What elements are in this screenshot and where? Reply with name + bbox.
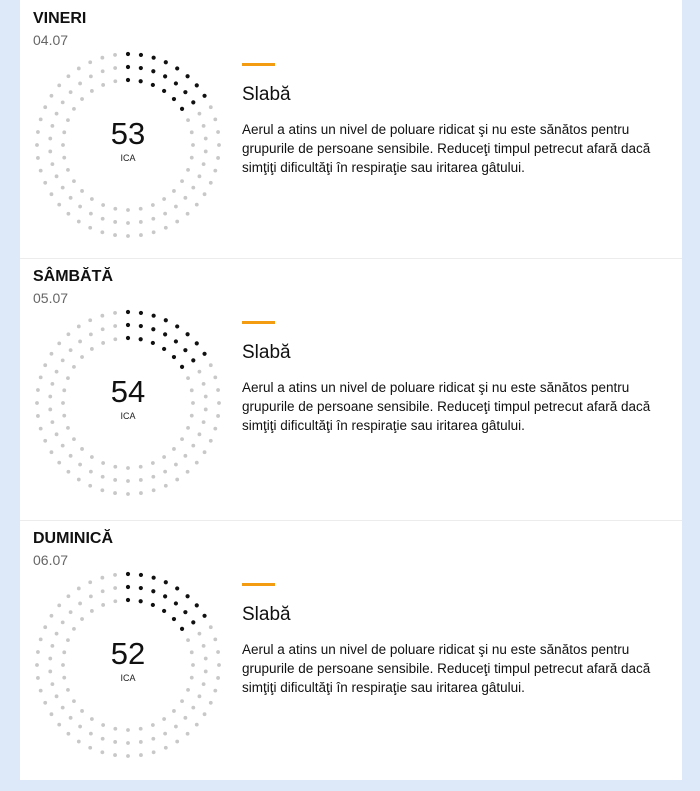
gauge-dot-inactive (186, 688, 190, 692)
gauge-dot-inactive (72, 179, 76, 183)
gauge-dot-inactive (203, 192, 207, 196)
gauge-dot-active (164, 318, 168, 322)
gauge-dot-inactive (77, 220, 81, 224)
level-accent-bar (242, 583, 275, 586)
gauge-dot-inactive (151, 217, 155, 221)
gauge-dot-inactive (113, 599, 117, 603)
gauge-dot-inactive (139, 478, 143, 482)
gauge-dot-inactive (174, 205, 178, 209)
gauge-dot-active (191, 358, 195, 362)
gauge-dot-active (126, 336, 130, 340)
air-quality-description: Aerul a atins un nivel de poluare ridicat şi nu este sănătos pentru grupurile de persoane sensibile. Reduceţi timpul petrecut afară dacă simţiţi dificultăţi în respiraţie sau iritarea gâtului. (242, 642, 651, 695)
gauge-dot-inactive (67, 74, 71, 78)
gauge-dot-inactive (72, 365, 76, 369)
gauge-dot-inactive (198, 370, 202, 374)
gauge-dot-inactive (101, 461, 105, 465)
gauge-dot-inactive (57, 203, 61, 207)
gauge-dot-inactive (139, 740, 143, 744)
gauge-dot-active (126, 598, 130, 602)
gauge-dot-inactive (67, 594, 71, 598)
gauge-dot-inactive (100, 56, 104, 60)
gauge-dot-inactive (186, 212, 190, 216)
gauge-dot-inactive (90, 197, 94, 201)
gauge-dot-inactive (163, 212, 167, 216)
gauge-dot-active (139, 337, 143, 341)
gauge-dot-inactive (126, 466, 130, 470)
gauge-dot-inactive (101, 589, 105, 593)
gauge-dot-active (151, 327, 155, 331)
gauge-dot-inactive (57, 84, 61, 88)
gauge-dot-inactive (77, 478, 81, 482)
gauge-dot-inactive (57, 723, 61, 727)
gauge-dot-inactive (139, 465, 143, 469)
gauge-dot-inactive (50, 614, 54, 618)
gauge-dot-inactive (61, 620, 65, 624)
gauge-dot-inactive (43, 363, 47, 367)
gauge-dot-inactive (126, 208, 130, 212)
gauge-dot-inactive (152, 750, 156, 754)
gauge-dot-active (185, 332, 189, 336)
gauge-dot-inactive (126, 492, 130, 496)
gauge-dot-inactive (172, 709, 176, 713)
gauge-dot-active (162, 89, 166, 93)
gauge-dot-inactive (90, 347, 94, 351)
gauge-dot-inactive (164, 226, 168, 230)
gauge-dot-inactive (162, 717, 166, 721)
gauge-dot-inactive (195, 203, 199, 207)
gauge-dot-inactive (55, 370, 59, 374)
gauge-dot-inactive (55, 694, 59, 698)
gauge-dot-inactive (100, 314, 104, 318)
gauge-dot-inactive (113, 465, 117, 469)
gauge-dot-active (185, 74, 189, 78)
gauge-dot-inactive (69, 196, 73, 200)
gauge-dot-inactive (126, 754, 130, 758)
gauge-dot-active (162, 609, 166, 613)
gauge-dot-active (202, 94, 206, 98)
gauge-dot-inactive (80, 617, 84, 621)
gauge-dot-inactive (90, 717, 94, 721)
gauge-dot-inactive (88, 746, 92, 750)
air-quality-level: Slabă (242, 604, 291, 625)
gauge-dot-active (139, 53, 143, 57)
gauge-dot-inactive (72, 107, 76, 111)
gauge-dot-inactive (89, 732, 93, 736)
gauge-dot-inactive (90, 609, 94, 613)
gauge-dot-active (163, 594, 167, 598)
gauge-dot-inactive (198, 174, 202, 178)
gauge-dot-active (185, 594, 189, 598)
air-quality-level: Slabă (242, 84, 291, 105)
gauge-dot-active (126, 572, 130, 576)
gauge-dot-inactive (151, 737, 155, 741)
gauge-dot-inactive (77, 740, 81, 744)
gauge-dot-inactive (186, 470, 190, 474)
gauge-dot-active (172, 97, 176, 101)
gauge-dot-inactive (174, 463, 178, 467)
gauge-dot-inactive (66, 168, 70, 172)
gauge-dot-inactive (162, 197, 166, 201)
gauge-dot-active (183, 610, 187, 614)
gauge-dot-inactive (88, 580, 92, 584)
gauge-dot-inactive (139, 220, 143, 224)
gauge-dot-inactive (55, 632, 59, 636)
gauge-dot-inactive (180, 179, 184, 183)
gauge-dot-inactive (113, 324, 117, 328)
air-quality-description: Aerul a atins un nivel de poluare ridicat şi nu este sănătos pentru grupurile de persoane sensibile. Reduceţi timpul petrecut afară dacă simţiţi dificultăţi în respiraţie sau iritarea gâtului. (242, 380, 651, 433)
gauge-dot-inactive (66, 688, 70, 692)
level-accent-bar (242, 63, 275, 66)
gauge-dot-inactive (151, 461, 155, 465)
gauge-dot-active (180, 365, 184, 369)
gauge-dot-active (163, 74, 167, 78)
gauge-dot-active (139, 311, 143, 315)
gauge-dot-inactive (139, 207, 143, 211)
gauge-dot-inactive (43, 625, 47, 629)
gauge-dot-inactive (78, 463, 82, 467)
gauge-dot-active (139, 573, 143, 577)
gauge-dot-active (126, 65, 130, 69)
gauge-dot-inactive (100, 488, 104, 492)
gauge-dot-inactive (101, 723, 105, 727)
gauge-dot-inactive (151, 723, 155, 727)
gauge-dot-inactive (113, 491, 117, 495)
gauge-dot-inactive (50, 352, 54, 356)
aqi-value: 52 (110, 636, 146, 671)
gauge-dot-inactive (151, 203, 155, 207)
gauge-dot-inactive (203, 450, 207, 454)
gauge-dot-inactive (69, 90, 73, 94)
gauge-dot-active (175, 66, 179, 70)
gauge-dot-inactive (78, 82, 82, 86)
gauge-dot-inactive (175, 478, 179, 482)
forecast-day-card (20, 520, 682, 782)
gauge-dot-inactive (67, 332, 71, 336)
gauge-dot-inactive (186, 732, 190, 736)
aqi-gauge (32, 49, 224, 241)
gauge-dot-inactive (191, 444, 195, 448)
gauge-dot-inactive (39, 689, 43, 693)
gauge-dot-inactive (89, 75, 93, 79)
gauge-dot-inactive (55, 432, 59, 436)
gauge-dot-inactive (113, 573, 117, 577)
gauge-dot-active (191, 100, 195, 104)
gauge-dot-inactive (209, 439, 213, 443)
air-quality-description: Aerul a atins un nivel de poluare ridicat şi nu este sănătos pentru grupurile de persoane sensibile. Reduceţi timpul petrecut afară dacă simţiţi dificultăţi în respiraţie sau iritarea gâtului. (242, 122, 651, 175)
gauge-dot-inactive (186, 168, 190, 172)
gauge-dot-inactive (101, 603, 105, 607)
gauge-dot-inactive (43, 701, 47, 705)
gauge-dot-active (183, 90, 187, 94)
gauge-dot-inactive (195, 723, 199, 727)
gauge-dot-inactive (66, 426, 70, 430)
gauge-dot-inactive (113, 207, 117, 211)
gauge-dot-inactive (175, 220, 179, 224)
gauge-dot-active (172, 617, 176, 621)
gauge-dot-inactive (100, 750, 104, 754)
gauge-dot-inactive (213, 169, 217, 173)
gauge-dot-inactive (88, 226, 92, 230)
gauge-dot-active (172, 355, 176, 359)
gauge-dot-inactive (61, 186, 65, 190)
day-date: 05.07 (33, 290, 69, 306)
gauge-dot-active (191, 620, 195, 624)
gauge-dot-inactive (101, 203, 105, 207)
aqi-gauge (32, 569, 224, 761)
gauge-dot-inactive (77, 67, 81, 71)
gauge-dot-inactive (89, 595, 93, 599)
gauge-dot-inactive (183, 716, 187, 720)
gauge-dot-active (174, 601, 178, 605)
gauge-dot-inactive (61, 706, 65, 710)
gauge-dot-inactive (77, 325, 81, 329)
gauge-dot-inactive (50, 192, 54, 196)
gauge-dot-inactive (90, 455, 94, 459)
gauge-dot-inactive (209, 363, 213, 367)
gauge-dot-inactive (101, 737, 105, 741)
gauge-dot-inactive (67, 470, 71, 474)
gauge-dot-inactive (163, 732, 167, 736)
gauge-dot-inactive (67, 212, 71, 216)
gauge-dot-active (126, 323, 130, 327)
gauge-dot-inactive (90, 89, 94, 93)
gauge-dot-inactive (198, 432, 202, 436)
gauge-dot-active (202, 614, 206, 618)
gauge-dot-inactive (213, 427, 217, 431)
gauge-dot-inactive (198, 632, 202, 636)
gauge-dot-inactive (61, 444, 65, 448)
gauge-dot-inactive (89, 333, 93, 337)
gauge-dot-inactive (69, 716, 73, 720)
gauge-dot-active (139, 324, 143, 328)
air-quality-forecast-panel (20, 0, 682, 780)
gauge-dot-active (151, 603, 155, 607)
gauge-dot-inactive (50, 94, 54, 98)
gauge-dot-inactive (88, 318, 92, 322)
gauge-dot-inactive (126, 479, 130, 483)
gauge-dot-inactive (152, 230, 156, 234)
gauge-dot-active (163, 332, 167, 336)
gauge-dot-inactive (80, 447, 84, 451)
gauge-dot-inactive (113, 740, 117, 744)
gauge-dot-inactive (101, 83, 105, 87)
forecast-day-card (20, 258, 682, 520)
gauge-dot-inactive (113, 727, 117, 731)
gauge-dot-inactive (69, 454, 73, 458)
gauge-dot-active (139, 79, 143, 83)
gauge-dot-inactive (139, 727, 143, 731)
gauge-dot-active (174, 339, 178, 343)
gauge-dot-inactive (164, 484, 168, 488)
day-name: DUMINICĂ (33, 530, 113, 547)
gauge-dot-inactive (152, 488, 156, 492)
gauge-dot-inactive (151, 475, 155, 479)
gauge-dot-inactive (172, 189, 176, 193)
gauge-dot-active (151, 69, 155, 73)
gauge-dot-active (152, 576, 156, 580)
gauge-dot-inactive (209, 105, 213, 109)
gauge-dot-inactive (50, 450, 54, 454)
gauge-dot-inactive (198, 112, 202, 116)
gauge-dot-inactive (186, 426, 190, 430)
gauge-dot-active (126, 585, 130, 589)
gauge-dot-inactive (126, 234, 130, 238)
gauge-dot-inactive (101, 475, 105, 479)
gauge-dot-inactive (89, 212, 93, 216)
gauge-dot-inactive (113, 586, 117, 590)
aqi-value: 54 (110, 374, 146, 409)
aqi-unit-label: ICA (120, 153, 136, 163)
gauge-dot-inactive (139, 753, 143, 757)
gauge-dot-inactive (126, 221, 130, 225)
gauge-dot-inactive (88, 60, 92, 64)
gauge-dot-inactive (89, 470, 93, 474)
gauge-dot-active (195, 341, 199, 345)
gauge-dot-inactive (113, 478, 117, 482)
aqi-unit-label: ICA (120, 673, 136, 683)
gauge-dot-active (195, 83, 199, 87)
gauge-dot-active (151, 589, 155, 593)
gauge-dot-inactive (183, 196, 187, 200)
gauge-dot-inactive (162, 455, 166, 459)
gauge-dot-inactive (101, 327, 105, 331)
gauge-dot-inactive (139, 491, 143, 495)
gauge-dot-active (180, 107, 184, 111)
gauge-dot-inactive (139, 233, 143, 237)
gauge-dot-inactive (61, 358, 65, 362)
gauge-dot-inactive (163, 470, 167, 474)
gauge-dot-inactive (100, 576, 104, 580)
gauge-dot-inactive (72, 627, 76, 631)
gauge-dot-active (152, 56, 156, 60)
gauge-dot-active (183, 348, 187, 352)
gauge-dot-inactive (209, 181, 213, 185)
gauge-dot-inactive (175, 740, 179, 744)
gauge-dot-inactive (113, 753, 117, 757)
gauge-dot-inactive (100, 230, 104, 234)
gauge-dot-inactive (80, 709, 84, 713)
gauge-dot-inactive (78, 205, 82, 209)
gauge-dot-inactive (80, 355, 84, 359)
gauge-dot-active (175, 586, 179, 590)
aqi-unit-label: ICA (120, 411, 136, 421)
gauge-dot-inactive (72, 699, 76, 703)
gauge-dot-inactive (55, 174, 59, 178)
gauge-dot-inactive (180, 699, 184, 703)
gauge-dot-inactive (43, 105, 47, 109)
gauge-dot-inactive (209, 625, 213, 629)
gauge-dot-inactive (55, 112, 59, 116)
gauge-dot-inactive (180, 437, 184, 441)
gauge-dot-inactive (198, 694, 202, 698)
gauge-dot-inactive (61, 100, 65, 104)
gauge-dot-inactive (101, 69, 105, 73)
gauge-dot-inactive (209, 701, 213, 705)
gauge-dot-inactive (113, 311, 117, 315)
gauge-dot-inactive (113, 233, 117, 237)
gauge-dot-inactive (39, 427, 43, 431)
gauge-dot-inactive (57, 461, 61, 465)
aqi-value: 53 (110, 116, 146, 151)
gauge-dot-inactive (78, 725, 82, 729)
gauge-dot-inactive (203, 712, 207, 716)
gauge-dot-active (164, 60, 168, 64)
gauge-dot-inactive (101, 341, 105, 345)
gauge-dot-active (162, 347, 166, 351)
gauge-dot-inactive (113, 79, 117, 83)
gauge-dot-inactive (126, 728, 130, 732)
day-name: SÂMBĂTĂ (33, 268, 113, 285)
gauge-dot-inactive (113, 66, 117, 70)
gauge-dot-inactive (50, 712, 54, 716)
gauge-dot-active (180, 627, 184, 631)
aqi-gauge (32, 307, 224, 499)
gauge-dot-active (202, 352, 206, 356)
gauge-dot-active (126, 310, 130, 314)
day-name: VINERI (33, 10, 87, 27)
gauge-dot-inactive (43, 181, 47, 185)
gauge-dot-inactive (80, 189, 84, 193)
day-date: 04.07 (33, 32, 69, 48)
gauge-dot-active (174, 81, 178, 85)
gauge-dot-active (195, 603, 199, 607)
day-date: 06.07 (33, 552, 69, 568)
gauge-dot-inactive (113, 220, 117, 224)
gauge-dot-inactive (191, 186, 195, 190)
gauge-dot-inactive (78, 602, 82, 606)
gauge-dot-inactive (183, 454, 187, 458)
gauge-dot-active (139, 599, 143, 603)
gauge-dot-inactive (57, 604, 61, 608)
gauge-dot-inactive (195, 461, 199, 465)
gauge-dot-inactive (164, 746, 168, 750)
gauge-dot-inactive (191, 706, 195, 710)
gauge-dot-inactive (126, 741, 130, 745)
gauge-dot-inactive (69, 348, 73, 352)
gauge-dot-active (139, 66, 143, 70)
gauge-dot-inactive (72, 437, 76, 441)
gauge-dot-active (151, 83, 155, 87)
gauge-dot-inactive (80, 97, 84, 101)
gauge-dot-inactive (69, 610, 73, 614)
gauge-dot-inactive (78, 340, 82, 344)
gauge-dot-active (126, 52, 130, 56)
gauge-dot-inactive (113, 337, 117, 341)
gauge-dot-active (151, 341, 155, 345)
gauge-dot-active (139, 586, 143, 590)
gauge-dot-inactive (57, 342, 61, 346)
gauge-dot-active (152, 314, 156, 318)
gauge-dot-inactive (113, 53, 117, 57)
gauge-dot-inactive (77, 587, 81, 591)
gauge-dot-inactive (174, 725, 178, 729)
gauge-dot-inactive (213, 689, 217, 693)
gauge-dot-active (126, 78, 130, 82)
gauge-dot-inactive (172, 447, 176, 451)
gauge-dot-inactive (43, 439, 47, 443)
gauge-dot-active (164, 580, 168, 584)
gauge-dot-active (175, 324, 179, 328)
gauge-dot-inactive (88, 484, 92, 488)
gauge-dot-inactive (101, 217, 105, 221)
forecast-day-card (20, 0, 682, 262)
air-quality-level: Slabă (242, 342, 291, 363)
gauge-dot-inactive (67, 732, 71, 736)
level-accent-bar (242, 321, 275, 324)
gauge-dot-inactive (39, 169, 43, 173)
